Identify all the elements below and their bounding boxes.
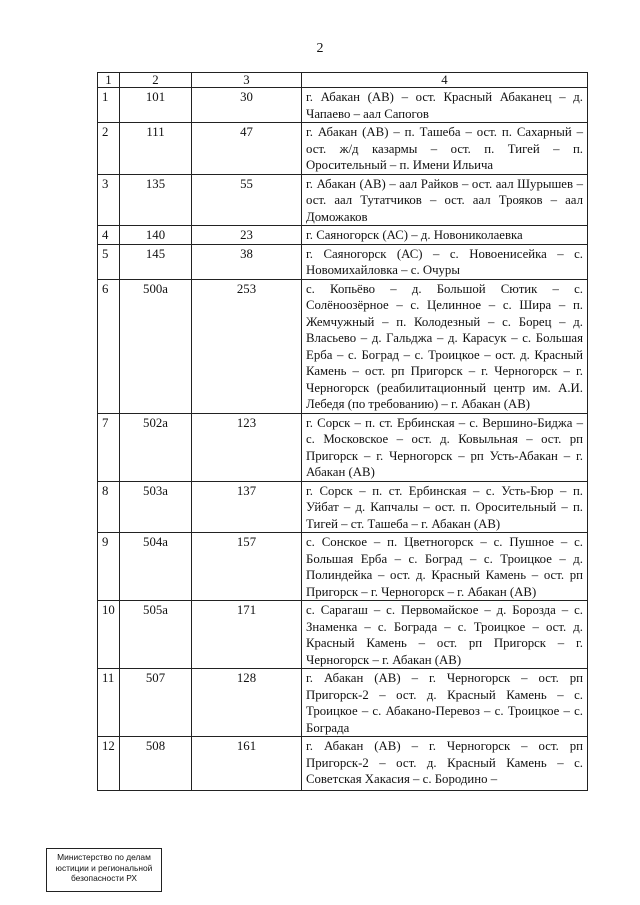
route-description-cell: г. Абакан (АВ) – аал Райков – ост. аал Шурышев – ост. аал Тутатчиков – ост. аал Трояков – аал Доможаков: [302, 174, 588, 226]
page-number: 2: [316, 41, 324, 56]
route-number-cell: 500а: [120, 279, 192, 413]
route-description-cell: г. Саяногорск (АС) – д. Новониколаевка: [302, 226, 588, 245]
route-description-cell: г. Абакан (АВ) – г. Черногорск – ост. рп Пригорск-2 – ост. д. Красный Камень – с. Советская Хакасия – с. Бородино –: [302, 737, 588, 791]
route-number-cell: 145: [120, 244, 192, 279]
ministry-stamp: [46, 848, 162, 892]
header-col-2: 2: [120, 73, 192, 88]
stamp-line: безопасности РХ: [70, 873, 138, 883]
row-number-cell: 4: [98, 226, 120, 245]
route-description-cell: с. Сонское – п. Цветногорск – с. Пушное – с. Большая Ерба – с. Боград – с. Троицкое – д. Полиндейка – ост. д. Красный Камень – ост. рп Пригорск – г. Черногорск – г. Абакан (АВ): [302, 533, 588, 601]
route-length-cell: 157: [192, 533, 302, 601]
route-description-cell: г. Абакан (АВ) – ост. Красный Абаканец – д. Чапаево – аал Сапогов: [302, 88, 588, 123]
header-col-1: 1: [98, 73, 120, 88]
table-row: [98, 481, 588, 533]
route-length-cell: 30: [192, 88, 302, 123]
header-col-4: 4: [302, 73, 588, 88]
row-number-cell: 3: [98, 174, 120, 226]
route-number-cell: 101: [120, 88, 192, 123]
row-number-cell: 11: [98, 669, 120, 737]
table-header-row: [98, 73, 588, 88]
row-number-cell: 1: [98, 88, 120, 123]
route-length-cell: 171: [192, 601, 302, 669]
route-number-cell: 508: [120, 737, 192, 791]
route-length-cell: 38: [192, 244, 302, 279]
route-description-cell: г. Абакан (АВ) – п. Ташеба – ост. п. Сахарный – ост. ж/д казармы – ост. п. Тигей – п. Оросительный – п. Имени Ильича: [302, 123, 588, 175]
table-row: [98, 88, 588, 123]
route-number-cell: 504а: [120, 533, 192, 601]
route-description-cell: с. Сарагаш – с. Первомайское – д. Борозда – с. Знаменка – с. Бограда – с. Троицкое – ост. д. Красный Камень – ост. рп Пригорск – г. Черногорск – г. Абакан (АВ): [302, 601, 588, 669]
route-number-cell: 140: [120, 226, 192, 245]
route-length-cell: 253: [192, 279, 302, 413]
route-description-cell: г. Сорск – п. ст. Ербинская – с. Вершино-Биджа – с. Московское – ост. д. Ковыльная – ост. рп Пригорск – г. Черногорск – рп Усть-Абакан – г. Абакан (АВ): [302, 413, 588, 481]
route-description-cell: г. Сорск – п. ст. Ербинская – с. Усть-Бюр – п. Уйбат – д. Капчалы – ост. п. Оросительный – п. Тигей – ст. Ташеба – г. Абакан (АВ): [302, 481, 588, 533]
row-number-cell: 5: [98, 244, 120, 279]
route-length-cell: 55: [192, 174, 302, 226]
route-number-cell: 503а: [120, 481, 192, 533]
route-description-cell: с. Копьёво – д. Большой Сютик – с. Солёноозёрное – с. Целинное – с. Шира – п. Жемчужный – п. Колодезный – с. Борец – д. Власьево – д. Гальджа – д. Карасук – с. Большая Ерба – с. Боград – с. Троицкое – ост. д. Красный Камень – ост. рп Пригорск – г. Черногорск – г. Черногорск (реабилитационный центр им. А.И. Лебедя (по требованию) – г. Абакан (АВ): [302, 279, 588, 413]
route-description-cell: г. Саяногорск (АС) – с. Новоенисейка – с. Новомихайловка – с. Очуры: [302, 244, 588, 279]
route-description-cell: г. Абакан (АВ) – г. Черногорск – ост. рп Пригорск-2 – ост. д. Красный Камень – с. Троицкое – с. Абакано-Перевоз – с. Троицкое – с. Бограда: [302, 669, 588, 737]
row-number-cell: 7: [98, 413, 120, 481]
stamp-line: Министерство по делам: [57, 852, 151, 862]
route-number-cell: 507: [120, 669, 192, 737]
row-number-cell: 9: [98, 533, 120, 601]
route-length-cell: 123: [192, 413, 302, 481]
table-row: [98, 226, 588, 245]
header-col-3: 3: [192, 73, 302, 88]
route-length-cell: 23: [192, 226, 302, 245]
row-number-cell: 2: [98, 123, 120, 175]
stamp-line: юстиции и региональной: [55, 862, 153, 873]
table-row: [98, 123, 588, 175]
table-row: [98, 174, 588, 226]
route-number-cell: 505а: [120, 601, 192, 669]
route-number-cell: 111: [120, 123, 192, 175]
table-row: [98, 279, 588, 413]
route-number-cell: 135: [120, 174, 192, 226]
route-length-cell: 137: [192, 481, 302, 533]
row-number-cell: 6: [98, 279, 120, 413]
table-row: [98, 413, 588, 481]
route-length-cell: 47: [192, 123, 302, 175]
row-number-cell: 10: [98, 601, 120, 669]
table-row: [98, 244, 588, 279]
routes-table: [97, 72, 588, 791]
table-row: [98, 669, 588, 737]
table-row: [98, 737, 588, 791]
table-row: [98, 533, 588, 601]
table-row: [98, 601, 588, 669]
row-number-cell: 12: [98, 737, 120, 791]
route-number-cell: 502а: [120, 413, 192, 481]
route-length-cell: 128: [192, 669, 302, 737]
route-length-cell: 161: [192, 737, 302, 791]
row-number-cell: 8: [98, 481, 120, 533]
